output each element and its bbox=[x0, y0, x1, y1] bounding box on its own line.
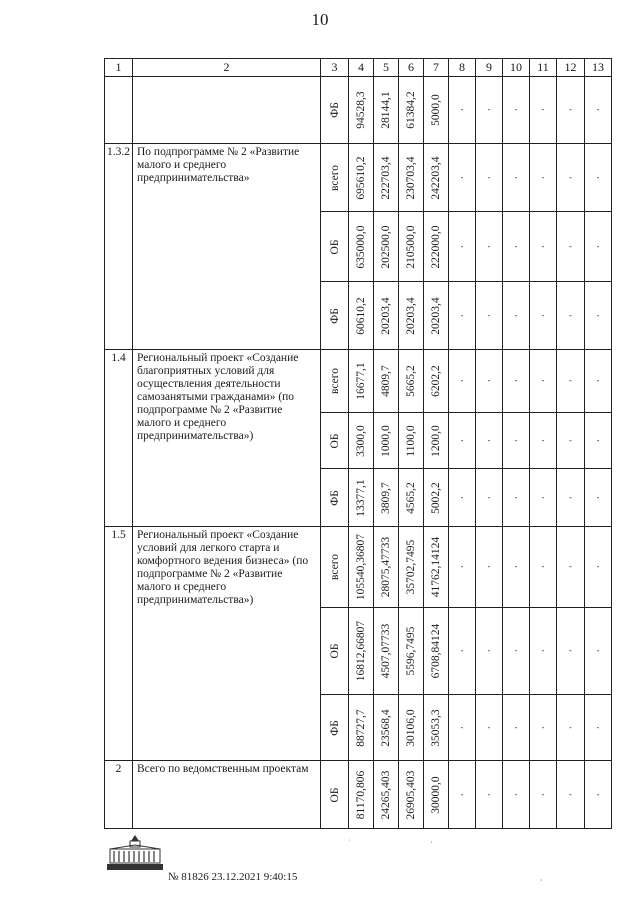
empty-cell-text: - bbox=[569, 241, 572, 251]
value-cell bbox=[349, 282, 374, 350]
row-name bbox=[133, 77, 321, 144]
value-cell bbox=[374, 695, 399, 761]
empty-cell bbox=[557, 350, 585, 413]
empty-cell bbox=[449, 212, 476, 282]
value-cell-text: 5002,2 bbox=[430, 481, 442, 514]
empty-cell bbox=[503, 282, 530, 350]
header-cell: 5 bbox=[374, 59, 399, 77]
row-number: 1.5 bbox=[105, 527, 133, 761]
empty-cell bbox=[530, 77, 557, 144]
value-cell bbox=[424, 695, 449, 761]
empty-cell bbox=[557, 144, 585, 212]
value-cell bbox=[349, 144, 374, 212]
row-name: Всего по ведомственным проектам bbox=[133, 761, 321, 829]
budget-type bbox=[321, 761, 349, 829]
value-cell bbox=[374, 413, 399, 469]
value-cell-text: 5000,0 bbox=[430, 94, 442, 126]
empty-cell-text: - bbox=[514, 241, 518, 251]
empty-cell bbox=[557, 282, 585, 350]
value-cell bbox=[374, 350, 399, 413]
empty-cell-text: - bbox=[569, 492, 572, 502]
value-cell-text: 61384,2 bbox=[405, 91, 417, 129]
budget-type bbox=[321, 212, 349, 282]
empty-cell bbox=[503, 413, 530, 469]
header-cell: 9 bbox=[476, 59, 503, 77]
empty-cell bbox=[585, 527, 612, 608]
empty-cell-text: - bbox=[596, 646, 600, 655]
empty-cell bbox=[585, 469, 612, 527]
value-cell-text: 222000,0 bbox=[430, 224, 442, 269]
empty-cell bbox=[476, 469, 503, 527]
value-cell-text: 94528,3 bbox=[355, 91, 367, 129]
value-cell bbox=[374, 144, 399, 212]
empty-cell bbox=[449, 761, 476, 829]
value-cell bbox=[374, 761, 399, 829]
empty-cell bbox=[530, 282, 557, 350]
value-cell-text: 23568,4 bbox=[380, 708, 392, 747]
value-cell bbox=[349, 212, 374, 282]
empty-cell-text: - bbox=[460, 172, 464, 182]
empty-cell-text: - bbox=[460, 722, 464, 732]
empty-cell bbox=[449, 413, 476, 469]
value-cell-text: 35053,3 bbox=[430, 708, 442, 747]
scan-speck: · bbox=[540, 876, 543, 885]
empty-cell-text: - bbox=[487, 646, 491, 655]
empty-cell-text: - bbox=[596, 241, 600, 251]
budget-type-text: ОБ bbox=[328, 433, 341, 448]
empty-cell-text: - bbox=[541, 310, 545, 320]
empty-cell-text: - bbox=[541, 435, 545, 445]
value-cell bbox=[399, 469, 424, 527]
budget-type-text: всего bbox=[328, 164, 341, 191]
value-cell-text: 20203,4 bbox=[405, 296, 417, 335]
header-cell: 3 bbox=[321, 59, 349, 77]
empty-cell-text: - bbox=[596, 562, 600, 571]
budget-type bbox=[321, 608, 349, 695]
value-cell-text: 230703,4 bbox=[405, 155, 417, 200]
empty-cell bbox=[476, 608, 503, 695]
budget-type-text: всего bbox=[328, 368, 341, 394]
empty-cell bbox=[530, 469, 557, 527]
registration-stamp: № 81826 23.12.2021 9:40:15 bbox=[168, 871, 298, 883]
value-cell bbox=[399, 350, 424, 413]
value-cell bbox=[349, 608, 374, 695]
empty-cell bbox=[557, 527, 585, 608]
value-cell bbox=[374, 469, 399, 527]
empty-cell bbox=[585, 413, 612, 469]
value-cell-text: 28075,47733 bbox=[380, 536, 392, 598]
value-cell-text: 242203,4 bbox=[430, 155, 442, 200]
value-cell-text: 88727,7 bbox=[355, 708, 367, 747]
value-cell-text: 41762,14124 bbox=[430, 536, 442, 598]
value-cell bbox=[424, 469, 449, 527]
empty-cell-text: - bbox=[569, 310, 572, 320]
header-cell: 4 bbox=[349, 59, 374, 77]
row-number: 1.3.2 bbox=[105, 144, 133, 350]
header-cell: 10 bbox=[503, 59, 530, 77]
empty-cell-text: - bbox=[460, 562, 464, 571]
value-cell-text: 3809,7 bbox=[380, 481, 392, 514]
empty-cell bbox=[530, 527, 557, 608]
empty-cell-text: - bbox=[487, 492, 491, 502]
row-number bbox=[105, 77, 133, 144]
value-cell-text: 4565,2 bbox=[405, 481, 417, 514]
value-cell-text: 3300,0 bbox=[355, 424, 367, 457]
empty-cell bbox=[557, 77, 585, 144]
value-cell bbox=[349, 761, 374, 829]
value-cell bbox=[424, 212, 449, 282]
empty-cell-text: - bbox=[460, 435, 464, 445]
value-cell-text: 1000,0 bbox=[380, 424, 392, 457]
empty-cell bbox=[476, 282, 503, 350]
empty-cell bbox=[585, 761, 612, 829]
empty-cell-text: - bbox=[487, 376, 491, 385]
budget-type bbox=[321, 469, 349, 527]
empty-cell bbox=[503, 469, 530, 527]
empty-cell-text: - bbox=[460, 241, 464, 251]
empty-cell bbox=[530, 350, 557, 413]
empty-cell bbox=[530, 212, 557, 282]
value-cell-text: 60610,2 bbox=[355, 296, 367, 335]
empty-cell bbox=[585, 282, 612, 350]
value-cell bbox=[349, 413, 374, 469]
empty-cell bbox=[449, 144, 476, 212]
empty-cell bbox=[557, 695, 585, 761]
value-cell bbox=[424, 144, 449, 212]
empty-cell bbox=[585, 695, 612, 761]
empty-cell bbox=[449, 350, 476, 413]
scan-speck: · bbox=[430, 838, 433, 847]
empty-cell-text: - bbox=[460, 492, 464, 502]
value-cell bbox=[349, 527, 374, 608]
value-cell-text: 6708,84124 bbox=[430, 623, 442, 679]
empty-cell-text: - bbox=[541, 172, 545, 182]
empty-cell bbox=[476, 144, 503, 212]
value-cell bbox=[424, 761, 449, 829]
empty-cell bbox=[585, 77, 612, 144]
empty-cell bbox=[585, 350, 612, 413]
header-cell: 12 bbox=[557, 59, 585, 77]
empty-cell-text: - bbox=[487, 241, 491, 251]
empty-cell-text: - bbox=[569, 105, 572, 114]
budget-type-text: ФБ bbox=[328, 102, 341, 118]
empty-cell-text: - bbox=[514, 646, 518, 655]
empty-cell-text: - bbox=[487, 562, 491, 571]
empty-cell-text: - bbox=[596, 492, 600, 502]
building-emblem-icon bbox=[104, 833, 166, 873]
value-cell bbox=[399, 608, 424, 695]
empty-cell bbox=[476, 413, 503, 469]
page-number: 10 bbox=[311, 10, 329, 29]
table-row bbox=[105, 77, 612, 144]
value-cell bbox=[374, 608, 399, 695]
empty-cell-text: - bbox=[487, 172, 491, 182]
value-cell bbox=[399, 212, 424, 282]
value-cell bbox=[399, 77, 424, 144]
empty-cell-text: - bbox=[541, 105, 545, 114]
budget-table bbox=[104, 58, 612, 829]
empty-cell bbox=[503, 761, 530, 829]
header-cell: 13 bbox=[585, 59, 612, 77]
value-cell-text: 695610,2 bbox=[355, 155, 367, 200]
empty-cell-text: - bbox=[596, 376, 600, 385]
value-cell-text: 16677,1 bbox=[355, 362, 367, 400]
value-cell bbox=[374, 212, 399, 282]
value-cell-text: 4507,07733 bbox=[380, 623, 392, 679]
budget-type bbox=[321, 527, 349, 608]
empty-cell-text: - bbox=[569, 789, 572, 799]
empty-cell-text: - bbox=[487, 722, 491, 732]
budget-type-text: ОБ bbox=[328, 239, 341, 254]
value-cell-text: 28144,1 bbox=[380, 91, 392, 129]
header-cell: 1 bbox=[105, 59, 133, 77]
empty-cell-text: - bbox=[541, 376, 545, 385]
value-cell bbox=[399, 144, 424, 212]
empty-cell-text: - bbox=[541, 646, 545, 655]
empty-cell bbox=[449, 608, 476, 695]
empty-cell-text: - bbox=[460, 105, 464, 114]
budget-type-text: всего bbox=[328, 554, 341, 580]
empty-cell bbox=[503, 144, 530, 212]
value-cell-text: 5665,2 bbox=[405, 365, 417, 397]
value-cell-text: 1100,0 bbox=[405, 424, 417, 457]
budget-type-text: ОБ bbox=[328, 787, 341, 802]
row-name: Региональный проект «Создание условий для легкого старта и комфортного ведения бизнеса» (по подпрограмме № 2 «Развитие малого и среднего предпринимательства») bbox=[133, 527, 321, 761]
empty-cell-text: - bbox=[514, 789, 518, 799]
row-number: 1.4 bbox=[105, 350, 133, 527]
budget-type-text: ОБ bbox=[328, 643, 341, 659]
empty-cell bbox=[449, 282, 476, 350]
empty-cell-text: - bbox=[596, 722, 600, 732]
empty-cell-text: - bbox=[514, 562, 518, 571]
value-cell bbox=[424, 413, 449, 469]
budget-type bbox=[321, 144, 349, 212]
value-cell-text: 81170,806 bbox=[355, 770, 367, 819]
empty-cell-text: - bbox=[569, 562, 572, 571]
value-cell-text: 1200,0 bbox=[430, 424, 442, 457]
value-cell bbox=[399, 695, 424, 761]
value-cell-text: 4809,7 bbox=[380, 365, 392, 397]
table-row bbox=[105, 527, 612, 608]
value-cell-text: 16812,66807 bbox=[355, 620, 367, 682]
empty-cell-text: - bbox=[514, 492, 518, 502]
empty-cell bbox=[585, 144, 612, 212]
empty-cell-text: - bbox=[460, 789, 464, 799]
value-cell bbox=[399, 282, 424, 350]
budget-type bbox=[321, 77, 349, 144]
empty-cell bbox=[449, 695, 476, 761]
header-cell: 2 bbox=[133, 59, 321, 77]
empty-cell bbox=[503, 527, 530, 608]
empty-cell bbox=[557, 608, 585, 695]
empty-cell-text: - bbox=[596, 172, 600, 182]
value-cell-text: 5596,7495 bbox=[405, 626, 417, 676]
empty-cell bbox=[503, 77, 530, 144]
empty-cell-text: - bbox=[541, 722, 545, 732]
empty-cell-text: - bbox=[596, 435, 600, 445]
empty-cell-text: - bbox=[541, 789, 545, 799]
empty-cell bbox=[530, 695, 557, 761]
empty-cell bbox=[503, 695, 530, 761]
empty-cell-text: - bbox=[487, 789, 491, 799]
empty-cell bbox=[449, 527, 476, 608]
empty-cell bbox=[530, 144, 557, 212]
empty-cell-text: - bbox=[487, 435, 491, 445]
empty-cell-text: - bbox=[514, 722, 518, 732]
header-row bbox=[105, 59, 612, 77]
empty-cell-text: - bbox=[487, 105, 491, 114]
value-cell-text: 202500,0 bbox=[380, 224, 392, 269]
row-name: Региональный проект «Создание благоприятных условий для осуществления деятельности самозанятыми гражданами» (по подпрограмме № 2 «Развитие малого и среднего предпринимательства») bbox=[133, 350, 321, 527]
empty-cell bbox=[503, 608, 530, 695]
empty-cell-text: - bbox=[514, 105, 518, 114]
empty-cell-text: - bbox=[460, 310, 464, 320]
value-cell bbox=[374, 77, 399, 144]
value-cell-text: 30106,0 bbox=[405, 708, 417, 747]
header-cell: 11 bbox=[530, 59, 557, 77]
value-cell-text: 20203,4 bbox=[430, 296, 442, 335]
empty-cell bbox=[557, 469, 585, 527]
empty-cell bbox=[476, 212, 503, 282]
empty-cell-text: - bbox=[569, 376, 572, 385]
empty-cell-text: - bbox=[569, 435, 572, 445]
empty-cell-text: - bbox=[569, 722, 572, 732]
header-cell: 6 bbox=[399, 59, 424, 77]
empty-cell-text: - bbox=[487, 310, 491, 320]
empty-cell-text: - bbox=[596, 105, 600, 114]
value-cell bbox=[424, 77, 449, 144]
value-cell-text: 635000,0 bbox=[355, 224, 367, 269]
budget-type bbox=[321, 350, 349, 413]
scan-speck: ˙ bbox=[348, 838, 351, 847]
value-cell-text: 24265,403 bbox=[380, 770, 392, 819]
empty-cell bbox=[449, 77, 476, 144]
budget-type-text: ФБ bbox=[328, 307, 341, 324]
empty-cell bbox=[476, 695, 503, 761]
empty-cell bbox=[585, 212, 612, 282]
budget-type bbox=[321, 695, 349, 761]
empty-cell bbox=[503, 350, 530, 413]
empty-cell bbox=[530, 413, 557, 469]
budget-type-text: ФБ bbox=[328, 489, 341, 506]
empty-cell bbox=[585, 608, 612, 695]
row-number: 2 bbox=[105, 761, 133, 829]
table-row bbox=[105, 350, 612, 413]
empty-cell-text: - bbox=[514, 172, 518, 182]
empty-cell-text: - bbox=[596, 789, 600, 799]
empty-cell-text: - bbox=[569, 646, 572, 655]
empty-cell bbox=[557, 413, 585, 469]
value-cell-text: 26905,403 bbox=[405, 770, 417, 819]
value-cell-text: 222703,4 bbox=[380, 155, 392, 200]
table-row bbox=[105, 144, 612, 212]
empty-cell bbox=[476, 77, 503, 144]
empty-cell-text: - bbox=[514, 376, 518, 385]
row-name: По подпрограмме № 2 «Развитие малого и среднего предпринимательства» bbox=[133, 144, 321, 350]
empty-cell-text: - bbox=[514, 435, 518, 445]
value-cell bbox=[349, 469, 374, 527]
value-cell bbox=[399, 527, 424, 608]
empty-cell bbox=[476, 527, 503, 608]
empty-cell-text: - bbox=[541, 241, 545, 251]
empty-cell bbox=[449, 469, 476, 527]
value-cell bbox=[399, 413, 424, 469]
empty-cell bbox=[503, 212, 530, 282]
budget-type bbox=[321, 282, 349, 350]
empty-cell-text: - bbox=[541, 562, 545, 571]
empty-cell bbox=[557, 212, 585, 282]
empty-cell-text: - bbox=[541, 492, 545, 502]
empty-cell-text: - bbox=[596, 310, 600, 320]
empty-cell bbox=[530, 761, 557, 829]
empty-cell bbox=[476, 761, 503, 829]
value-cell bbox=[399, 761, 424, 829]
value-cell-text: 13377,1 bbox=[355, 478, 367, 517]
value-cell-text: 6202,2 bbox=[430, 365, 442, 397]
value-cell bbox=[374, 282, 399, 350]
empty-cell bbox=[557, 761, 585, 829]
value-cell-text: 105540,36807 bbox=[355, 533, 367, 601]
budget-type bbox=[321, 413, 349, 469]
value-cell-text: 35702,7495 bbox=[405, 539, 417, 595]
empty-cell-text: - bbox=[460, 376, 464, 385]
header-cell: 7 bbox=[424, 59, 449, 77]
header-cell: 8 bbox=[449, 59, 476, 77]
empty-cell bbox=[476, 350, 503, 413]
value-cell bbox=[424, 527, 449, 608]
table-row bbox=[105, 761, 612, 829]
value-cell bbox=[349, 77, 374, 144]
empty-cell bbox=[530, 608, 557, 695]
empty-cell-text: - bbox=[460, 646, 464, 655]
value-cell-text: 210500,0 bbox=[405, 224, 417, 269]
value-cell-text: 30000,0 bbox=[430, 775, 442, 814]
value-cell bbox=[349, 350, 374, 413]
value-cell-text: 20203,4 bbox=[380, 296, 392, 335]
value-cell bbox=[424, 608, 449, 695]
value-cell bbox=[424, 282, 449, 350]
empty-cell-text: - bbox=[569, 172, 572, 182]
value-cell bbox=[349, 695, 374, 761]
value-cell bbox=[374, 527, 399, 608]
budget-type-text: ФБ bbox=[328, 719, 341, 736]
value-cell bbox=[424, 350, 449, 413]
empty-cell-text: - bbox=[514, 310, 518, 320]
